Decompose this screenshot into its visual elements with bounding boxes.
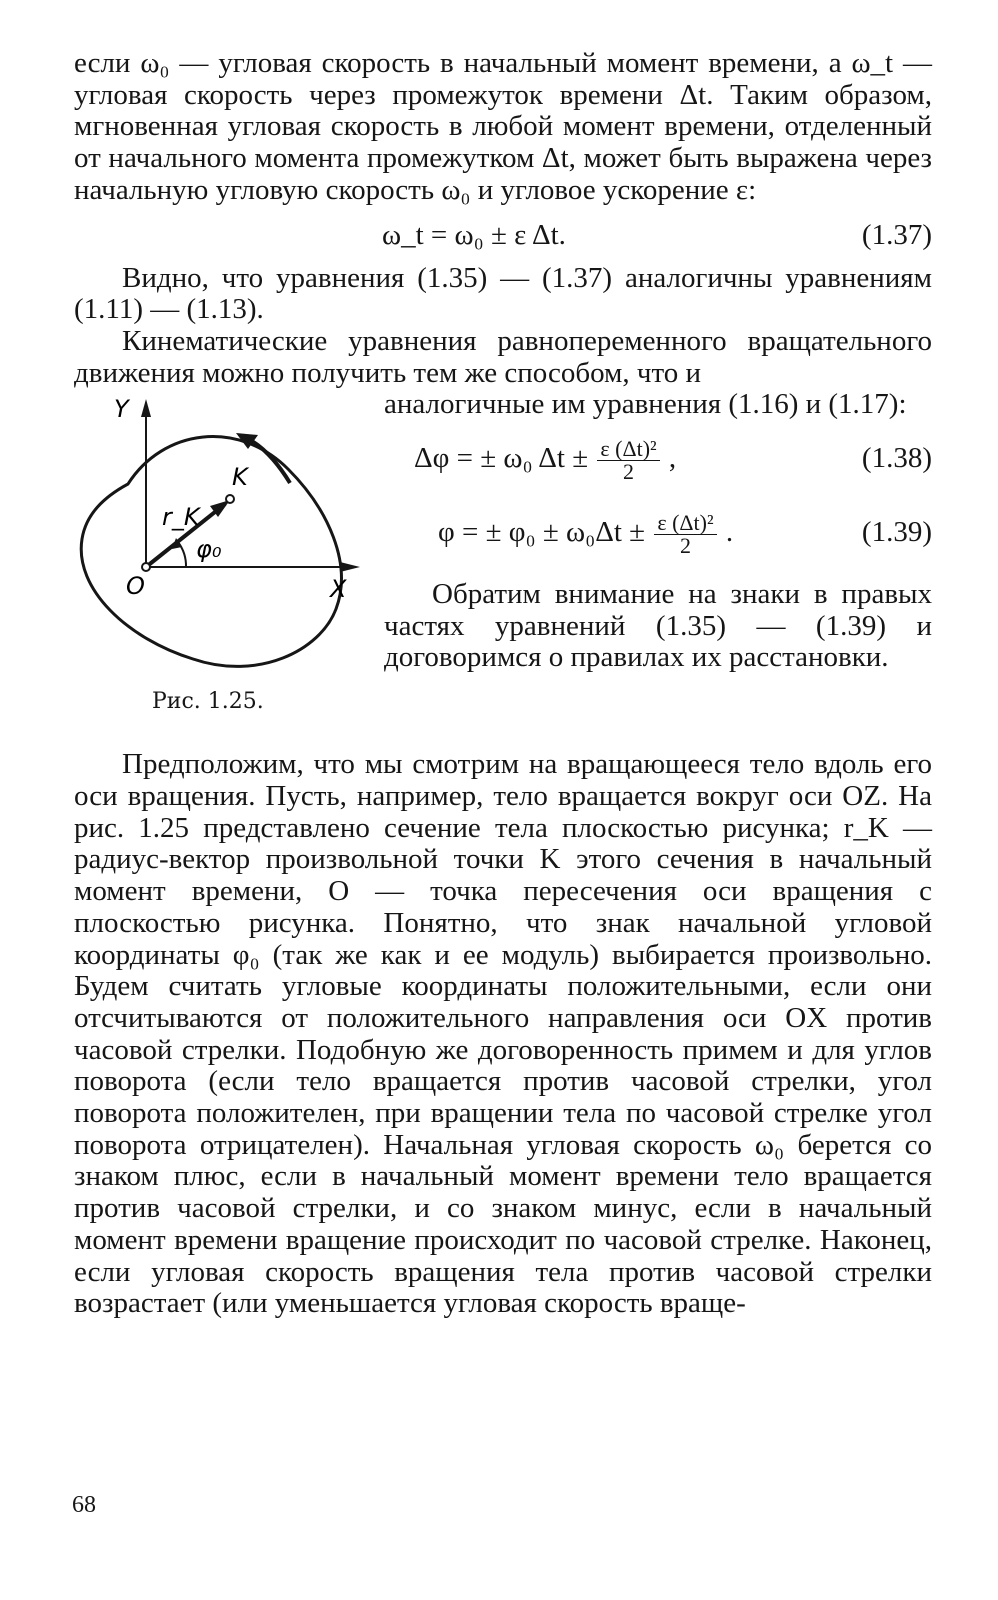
- equation-1-38-numerator: ε (Δt)²: [597, 438, 659, 461]
- equation-1-39-numerator: ε (Δt)²: [654, 512, 716, 535]
- equation-1-39: [384, 501, 932, 563]
- y-axis-arrow: [141, 399, 151, 417]
- x-axis-arrow: [340, 562, 360, 572]
- page-number: 68: [72, 1492, 96, 1518]
- equation-1-38-number: (1.38): [861, 442, 932, 475]
- figure-1-25: [68, 389, 368, 729]
- point-o: [142, 563, 150, 571]
- paragraph-kinematic-continued: аналогичные им уравнения (1.16) и (1.17):: [384, 388, 907, 421]
- figure-block: [74, 389, 932, 749]
- equation-1-37-expr: ω_t = ω₀ ± ε Δt.: [382, 218, 566, 251]
- equation-1-37-number: (1.37): [861, 218, 932, 251]
- label-r-k: r_K: [162, 503, 200, 532]
- equation-1-38: [384, 427, 932, 489]
- equation-1-38-lhs: Δφ = ± ω₀ Δt ±: [414, 442, 589, 475]
- equation-1-39-lhs: φ = ± φ₀ ± ω₀Δt ±: [438, 516, 646, 549]
- equation-1-37: [74, 213, 932, 257]
- paragraph-conventions: Предположим, что мы смотрим на вращающееся тело вдоль его оси вращения. Пусть, например, тело вращается вокруг оси OZ. На рис. 1.25 представлено сечение тела плоскостью рисунка; r_K — радиус-вектор произвольной точки K этого сечения в начальный момент времени, O — точка пересечения оси вращения с плоскостью рисунка. Понятно, что знак начальной угловой координаты φ₀ (так же как и ее модуль) выбирается произвольно. Будем считать угловые координаты положительными, если они отсчитываются от положительного направления оси OX против часовой стрелки. Подобную же договоренность примем и для углов поворота (если тело вращается против часовой стрелки, угол поворота положителен, при вращении тела по часовой стрелке угол поворота отрицателен). Начальная угловая скорость ω₀ берется со знаком плюс, если в начальный момент времени тело вращается против часовой стрелки, и со знаком минус, если в начальный момент времени вращение происходит по часовой стрелке. Наконец, если угловая скорость вращения тела против часовой стрелки возрастает (или уменьшается угловая скорость враще-: [74, 748, 932, 1320]
- equation-1-39-denominator: 2: [679, 532, 691, 558]
- equation-1-39-fraction: [654, 509, 716, 558]
- rotation-diagram: [68, 389, 368, 689]
- label-phi0: φ₀: [196, 535, 222, 564]
- paragraph-intro: если ω₀ — угловая скорость в начальный момент времени, а ω_t — угловая скорость через промежуток времени Δt. Таким образом, мгновенная угловая скорость в любой момент времени, отделенный от начального момента промежутком Δt, может быть выражена через начальную угловую скорость ω₀ и угловое ускорение ε:: [74, 47, 932, 206]
- equation-1-39-tail: .: [725, 516, 734, 549]
- equation-1-39-number: (1.39): [861, 516, 932, 549]
- equation-1-38-denominator: 2: [623, 458, 635, 484]
- page-body: [74, 48, 932, 1320]
- paragraph-analogy: Видно, что уравнения (1.35) — (1.37) аналогичны уравнениям (1.11) — (1.13).: [74, 261, 932, 326]
- equation-1-39-expr: [438, 501, 733, 563]
- equation-1-38-fraction: [597, 435, 659, 484]
- label-o: O: [126, 572, 145, 601]
- paragraph-kinematic: Кинематические уравнения равнопеременного вращательного движения можно получить тем же способом, что и: [74, 324, 932, 389]
- point-k: [226, 495, 234, 503]
- label-y: Y: [114, 395, 129, 424]
- equation-1-38-expr: [414, 427, 676, 489]
- label-x: X: [330, 575, 347, 604]
- paragraph-signs: Обратим внимание на знаки в правых частях уравнений (1.35) — (1.39) и договоримся о правилах их расстановки.: [384, 578, 932, 674]
- figure-caption: Рис. 1.25.: [152, 689, 264, 715]
- equation-1-38-tail: ,: [668, 442, 677, 475]
- right-column: [384, 389, 932, 674]
- label-k: K: [232, 463, 248, 492]
